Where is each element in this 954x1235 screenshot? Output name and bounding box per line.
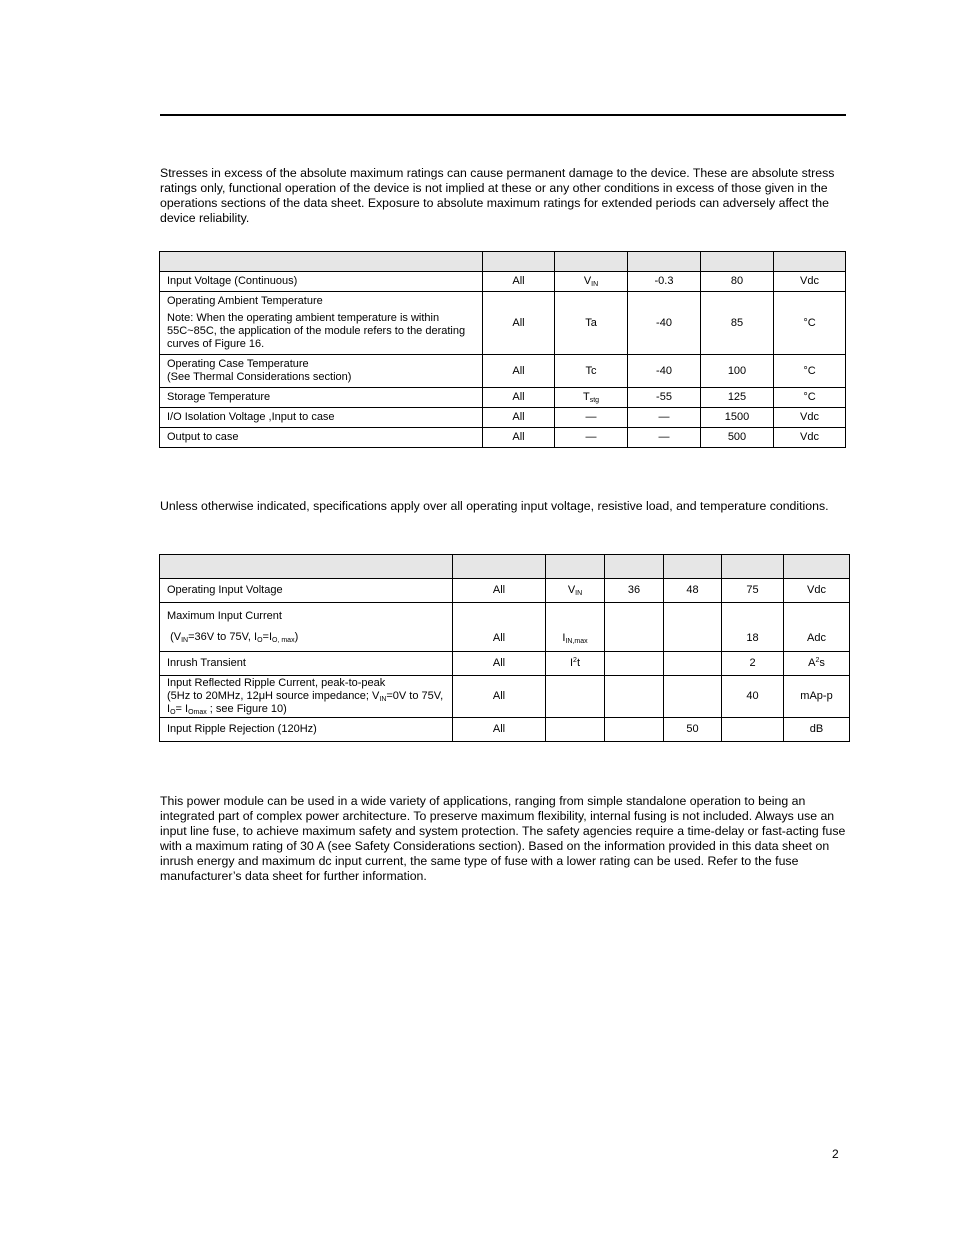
- input-specifications-table: [159, 554, 850, 742]
- table-header: [160, 555, 850, 579]
- table-row: Output to case All — — 500 Vdc: [160, 428, 846, 448]
- table-row: Inrush Transient All $I^2t$ 2 $A^2s$: [160, 652, 850, 676]
- table-row: Operating Input Voltage All $V_{IN}$ 36 48 75 Vdc: [160, 579, 850, 603]
- page-number: 2: [832, 1147, 839, 1161]
- conditions-note: Unless otherwise indicated, specifications apply over all operating input voltage, resistive load, and temperature conditions.: [160, 499, 829, 513]
- header-rule: [160, 114, 846, 116]
- table-row: Operating Ambient Temperature Note: When the operating ambient temperature is within 55C~85C, the application of the module refers to the derating curves of Figure 16. All Ta -40 85 °C: [160, 292, 846, 355]
- absolute-max-ratings-table: [159, 251, 846, 448]
- fusing-paragraph: This power module can be used in a wide variety of applications, ranging from simple standalone operation to being an integrated part of complex power architecture. To preserve maximum flexibility, internal fusing is not included. Always use an input line fuse, to achieve maximum safety and system protection. The safety agencies require a time-delay or fast-acting fuse with a maximum rating of 30 A (see Safety Considerations section). Based on the information provided in this data sheet on inrush energy and maximum dc input current, the same type of fuse with a lower rating can be used. Refer to the fuse manufacturer’s data sheet for further information.: [160, 794, 846, 883]
- table-row: I/O Isolation Voltage ,Input to case All — — 1500 Vdc: [160, 408, 846, 428]
- table-header: [160, 252, 846, 272]
- table-row: Input Ripple Rejection (120Hz) All 50 dB: [160, 718, 850, 742]
- table-row: Input Voltage (Continuous) All $V_{IN}$ -0.3 80 Vdc: [160, 272, 846, 292]
- table-row: Maximum Input Current ($V_{IN}=36V$ to 75V, $I_O=I_{O, max}$) All $I_{IN,max}$ 18 Adc: [160, 603, 850, 652]
- table-row: Operating Case Temperature (See Thermal Considerations section) All Tc -40 100 °C: [160, 355, 846, 388]
- table-row: Input Reflected Ripple Current, peak-to-peak (5Hz to 20MHz, 12μH source impedance; $V_{IN}=0V$ to 75V, $I_O= I_{Omax}$ ; see Figure 10) All 40 mAp-p: [160, 676, 850, 718]
- table-row: Storage Temperature All $T_{stg}$ -55 125 °C: [160, 388, 846, 408]
- abs-max-intro: Stresses in excess of the absolute maximum ratings can cause permanent damage to the device. These are absolute stress ratings only, functional operation of the device is not implied at these or any other conditions in excess of those given in the operations sections of the data sheet. Exposure to absolute maximum ratings for extended periods can adversely affect the device reliability.: [160, 166, 835, 225]
